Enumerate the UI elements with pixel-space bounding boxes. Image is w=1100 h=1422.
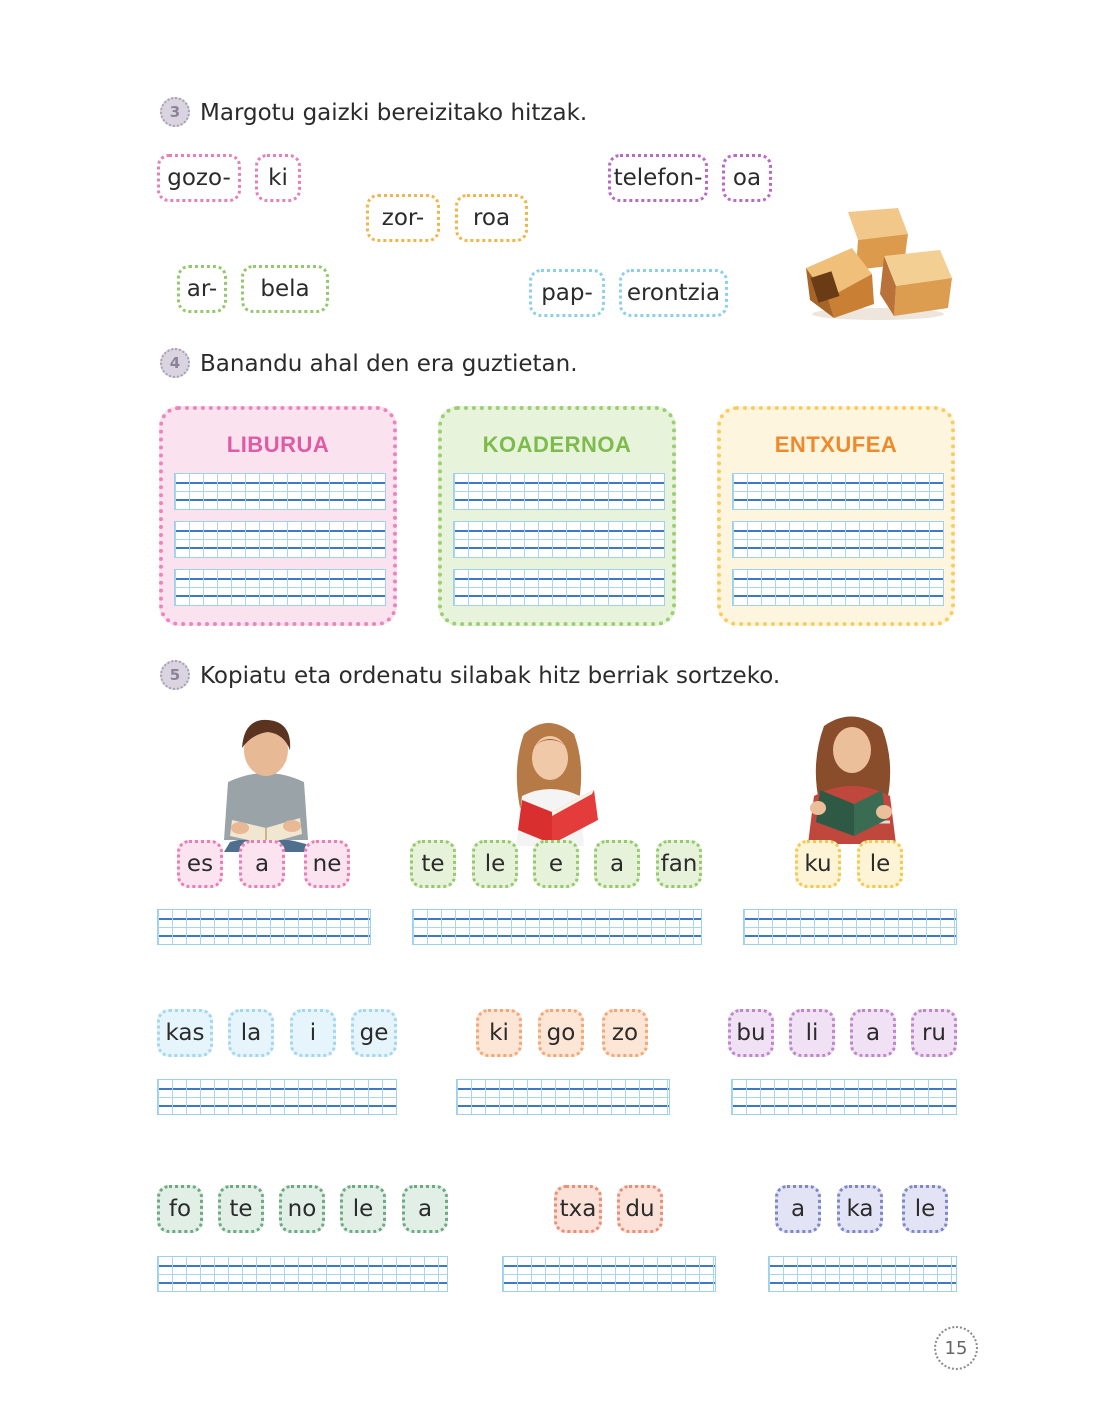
card-title: LIBURUA [226, 432, 330, 457]
syllable-tile[interactable]: a [594, 840, 640, 888]
syllable-tile[interactable]: li [789, 1009, 835, 1057]
word-syllable-tile[interactable]: gozo- [157, 154, 241, 202]
syllable-tile[interactable]: e [533, 840, 579, 888]
syllable-tile[interactable]: a [850, 1009, 896, 1057]
writing-grid[interactable] [453, 473, 665, 510]
syllable-tile[interactable]: txa [554, 1185, 602, 1233]
writing-grid[interactable] [453, 569, 665, 606]
word-syllable-tile[interactable]: zor- [366, 194, 440, 242]
syllable-tile[interactable]: go [538, 1009, 584, 1057]
writing-grid[interactable] [768, 1256, 957, 1292]
word-syllable-tile[interactable]: erontzia [619, 269, 728, 317]
syllable-tile[interactable]: no [279, 1185, 325, 1233]
syllable-tile[interactable]: le [340, 1185, 386, 1233]
split-card-liburua [159, 406, 397, 626]
writing-grid[interactable] [174, 473, 386, 510]
writing-grid[interactable] [157, 1256, 448, 1292]
split-card-koadernoa [438, 406, 676, 626]
page-number: 15 [934, 1326, 978, 1370]
writing-grid[interactable] [732, 569, 944, 606]
syllable-tile[interactable]: a [239, 840, 285, 888]
syllable-tile[interactable]: bu [728, 1009, 774, 1057]
syllable-tile[interactable]: te [218, 1185, 264, 1233]
word-syllable-tile[interactable]: pap- [529, 269, 605, 317]
card-title: ENTXUFEA [774, 432, 898, 457]
syllable-tile[interactable]: ka [837, 1185, 883, 1233]
writing-grid[interactable] [157, 909, 371, 945]
syllable-tile[interactable]: i [290, 1009, 336, 1057]
writing-grid[interactable] [157, 1079, 397, 1115]
exercise-5-number: 5 [160, 660, 190, 690]
writing-grid[interactable] [174, 521, 386, 558]
writing-grid[interactable] [453, 521, 665, 558]
writing-grid[interactable] [743, 909, 957, 945]
syllable-tile[interactable]: le [857, 840, 903, 888]
word-syllable-tile[interactable]: ki [255, 154, 301, 202]
syllable-tile[interactable]: a [775, 1185, 821, 1233]
syllable-tile[interactable]: es [177, 840, 223, 888]
word-syllable-tile[interactable]: roa [455, 194, 528, 242]
exercise-3-instruction: Margotu gaizki bereizitako hitzak. [200, 100, 588, 126]
exercise-4-number: 4 [160, 348, 190, 378]
word-syllable-tile[interactable]: oa [722, 154, 772, 202]
writing-grid[interactable] [412, 909, 702, 945]
girl-reading-red-book-image [494, 716, 604, 846]
exercise-5-instruction: Kopiatu eta ordenatu silabak hitz berriak sortzeko. [200, 663, 781, 689]
caramel-candies-image [800, 204, 956, 322]
syllable-tile[interactable]: ru [911, 1009, 957, 1057]
syllable-tile[interactable]: ku [795, 840, 841, 888]
syllable-tile[interactable]: fan [656, 840, 702, 888]
exercise-4-instruction: Banandu ahal den era guztietan. [200, 351, 578, 377]
word-syllable-tile[interactable]: bela [241, 265, 329, 313]
writing-grid[interactable] [732, 473, 944, 510]
writing-grid[interactable] [174, 569, 386, 606]
syllable-tile[interactable]: la [228, 1009, 274, 1057]
syllable-tile[interactable]: a [402, 1185, 448, 1233]
syllable-tile[interactable]: ne [304, 840, 350, 888]
word-syllable-tile[interactable]: telefon- [608, 154, 708, 202]
exercise-3-number: 3 [160, 97, 190, 127]
syllable-tile[interactable]: te [410, 840, 456, 888]
syllable-tile[interactable]: kas [157, 1009, 213, 1057]
syllable-tile[interactable]: du [617, 1185, 663, 1233]
writing-grid[interactable] [731, 1079, 957, 1115]
writing-grid[interactable] [502, 1256, 716, 1292]
syllable-tile[interactable]: le [902, 1185, 948, 1233]
writing-grid[interactable] [456, 1079, 670, 1115]
boy-reading-image [210, 712, 322, 852]
split-card-entxufea [717, 406, 955, 626]
syllable-tile[interactable]: fo [157, 1185, 203, 1233]
girl-reading-green-book-image [790, 712, 910, 844]
syllable-tile[interactable]: zo [602, 1009, 648, 1057]
writing-grid[interactable] [732, 521, 944, 558]
syllable-tile[interactable]: ki [476, 1009, 522, 1057]
syllable-tile[interactable]: le [472, 840, 518, 888]
card-title: KOADERNOA [482, 432, 632, 457]
word-syllable-tile[interactable]: ar- [177, 265, 227, 313]
syllable-tile[interactable]: ge [351, 1009, 397, 1057]
